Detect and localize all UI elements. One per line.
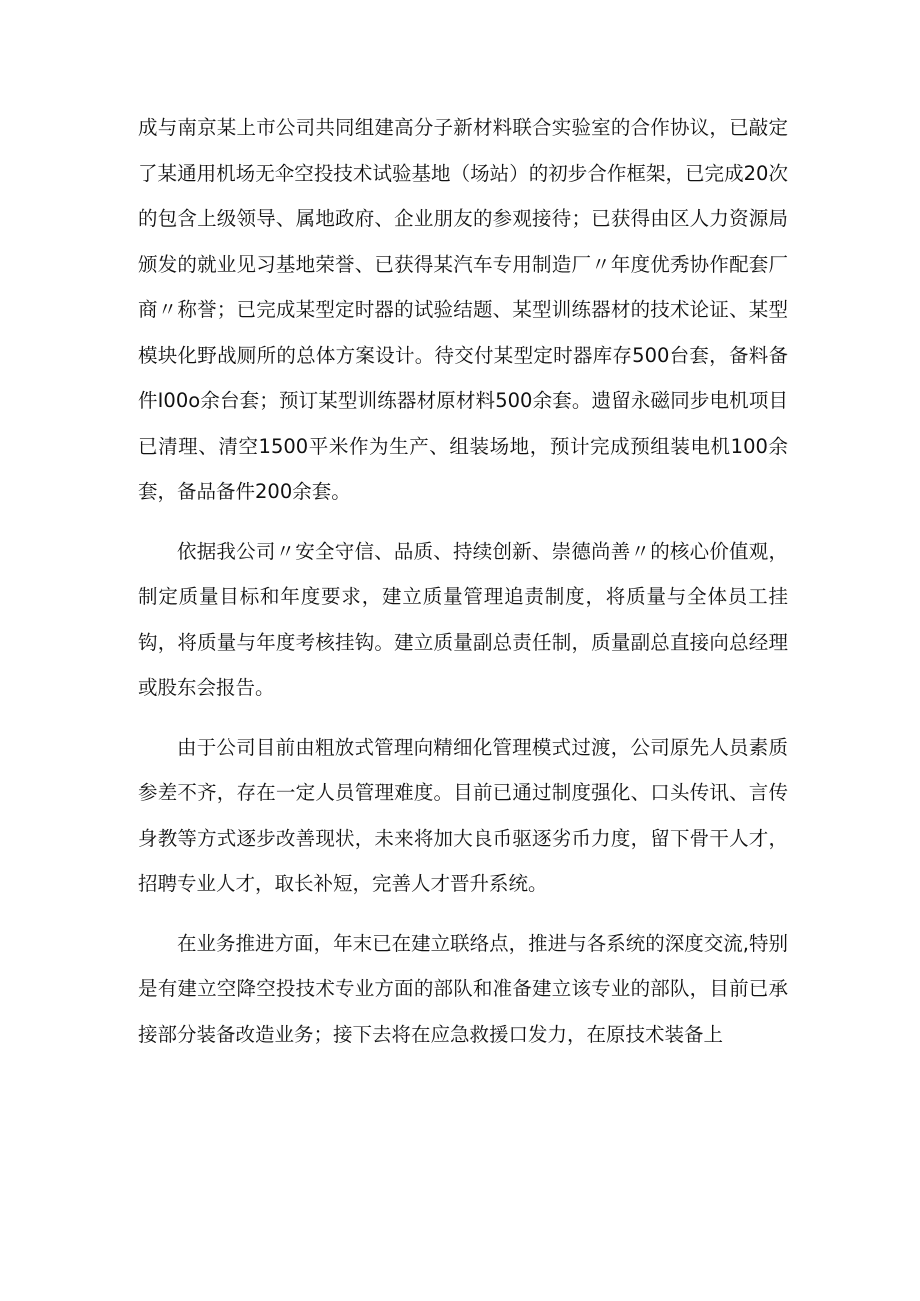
paragraph-4: 在业务推进方面，年末已在建立联络点，推进与各系统的深度交流,特别是有建立空降空投技术专业方面的部队和准备建立该专业的部队，目前已承接部分装备改造业务；接下去将在应急救援口发力，在原技术装备上 bbox=[138, 931, 788, 1046]
paragraph-3: 由于公司目前由粗放式管理向精细化管理模式过渡，公司原先人员素质参差不齐，存在一定人员管理难度。目前已通过制度强化、口头传讯、言传身教等方式逐步改善现状，未来将加大良币驱逐劣币力度，留下骨干人才，招聘专业人才，取长补短，完善人才晋升系统。 bbox=[138, 735, 788, 895]
document-page bbox=[138, 105, 788, 1057]
paragraph-2: 依据我公司〃安全守信、品质、持续创新、崇德尚善〃的核心价值观，制定质量目标和年度要求，建立质量管理追责制度，将质量与全体员工挂钩，将质量与年度考核挂钩。建立质量副总责任制，质量副总直接向总经理或股东会报告。 bbox=[138, 539, 788, 699]
paragraph-1: 成与南京某上市公司共同组建高分子新材料联合实验室的合作协议，已敲定了某通用机场无伞空投技术试验基地（场站）的初步合作框架，已完成20次的包含上级领导、属地政府、企业朋友的参观接待；已获得由区人力资源局颁发的就业见习基地荣誉、已获得某汽车专用制造厂〃年度优秀协作配套厂商〃称誉；已完成某型定时器的试验结题、某型训练器材的技术论证、某型模块化野战厕所的总体方案设计。待交付某型定时器库存500台套，备料备件I00o余台套；预订某型训练器材原材料500余套。遗留永磁同步电机项目已清理、清空1500平米作为生产、组装场地，预计完成预组装电机100余套，备品备件200余套。 bbox=[138, 116, 788, 503]
